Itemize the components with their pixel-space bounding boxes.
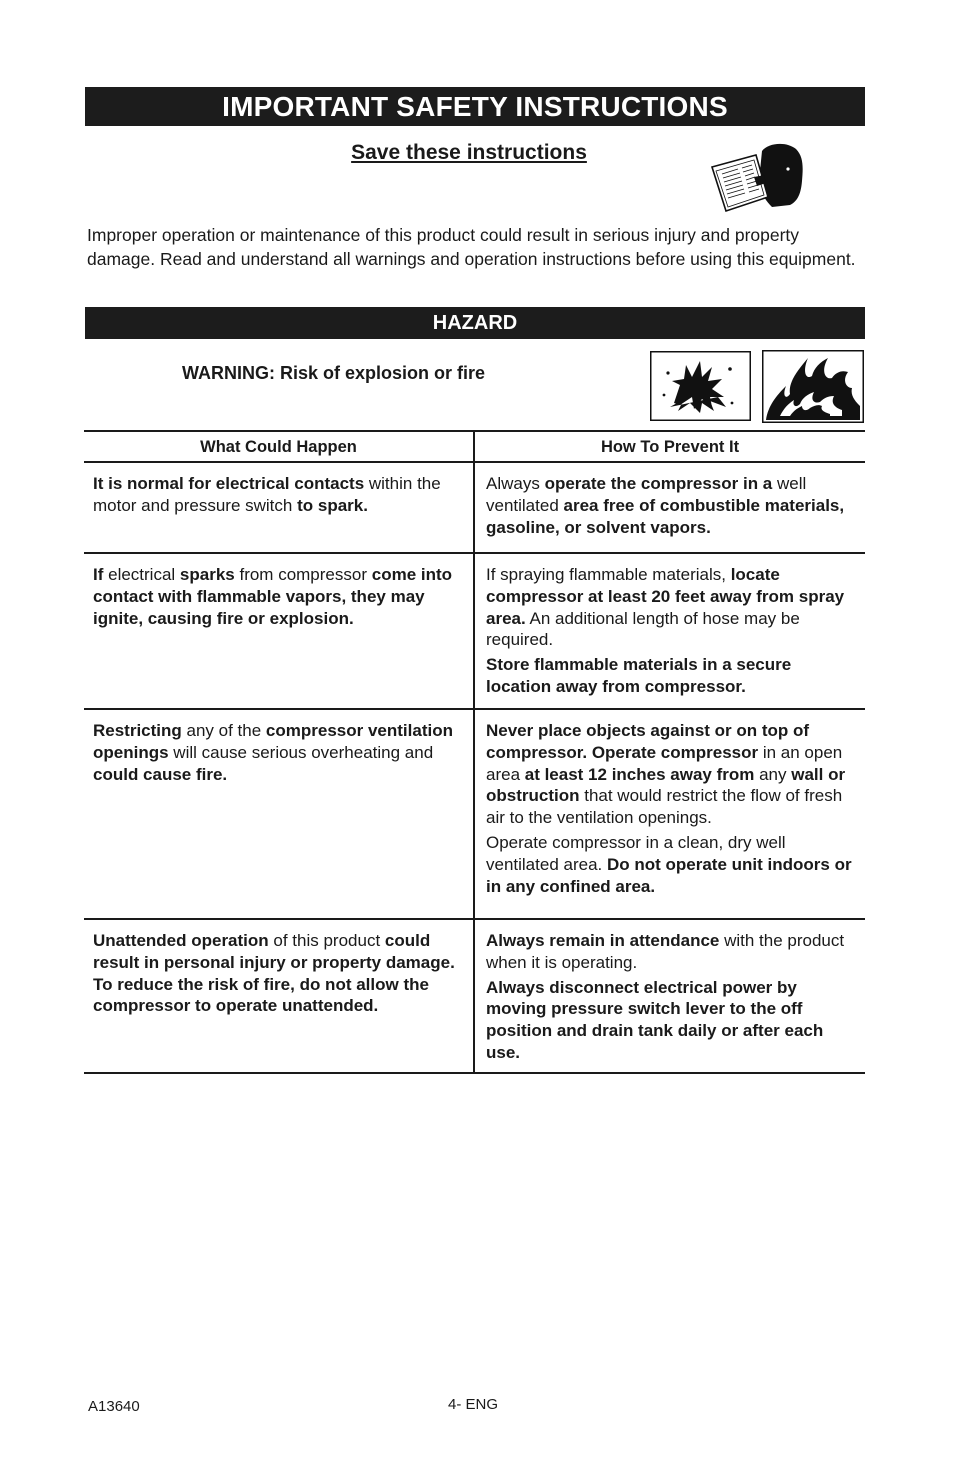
text: in an open area <box>486 742 843 784</box>
cell-paragraph <box>486 977 855 1064</box>
cell-paragraph <box>486 720 855 829</box>
what-could-happen-cell <box>84 553 474 709</box>
text: If spraying flammable materials, <box>486 565 731 584</box>
cell-paragraph <box>486 930 855 974</box>
bold-text: operate the compressor in a <box>544 474 773 493</box>
text: of this product <box>268 931 385 950</box>
hazard-table <box>84 430 865 1074</box>
bold-text: Always disconnect electrical power by moving pressure switch lever to the off position and drain tank daily or after each use. <box>486 977 824 1062</box>
fire-icon <box>762 350 864 423</box>
how-to-prevent-cell <box>474 462 865 553</box>
bold-text: sparks <box>179 565 235 584</box>
cell-paragraph <box>486 473 855 538</box>
what-could-happen-cell <box>84 919 474 1073</box>
text: An additional length of hose may be required. <box>486 608 800 650</box>
how-to-prevent-cell <box>474 553 865 709</box>
column-header-what-could-happen: What Could Happen <box>84 431 474 462</box>
bold-text: could result in personal injury or property damage. To reduce the risk of fire, do not allow the compressor to operate unattended. <box>93 931 455 1016</box>
page-title: IMPORTANT SAFETY INSTRUCTIONS <box>85 87 865 126</box>
column-header-how-to-prevent-it: How To Prevent It <box>474 431 865 462</box>
cell-paragraph <box>93 564 463 629</box>
table-row <box>84 709 865 919</box>
bold-text: Do not operate unit indoors or in any confined area. <box>486 854 852 896</box>
text: with the product when it is operating. <box>486 931 845 972</box>
text: from compressor <box>234 565 372 584</box>
cell-paragraph <box>486 832 855 897</box>
bold-text: could cause fire. <box>93 764 228 784</box>
bold-text: If <box>93 565 104 584</box>
text: Always <box>486 474 545 493</box>
bold-text: come into contact with flammable vapors, they may ignite, causing fire or explosion. <box>93 565 453 628</box>
text: any of the <box>181 721 266 740</box>
table-row <box>84 919 865 1073</box>
bold-text: area free of combustible materials, gasoline, or solvent vapors. <box>486 495 845 537</box>
text: within the motor and pressure switch <box>93 474 441 515</box>
bold-text: Always remain in attendance <box>486 931 720 950</box>
bold-text: It is normal for electrical contacts <box>93 474 365 493</box>
text: Operate compressor in a clean, dry well ventilated area. <box>486 832 786 874</box>
what-could-happen-cell <box>84 462 474 553</box>
what-could-happen-cell <box>84 709 474 919</box>
bold-text: Unattended operation <box>93 931 269 950</box>
cell-paragraph <box>93 473 463 517</box>
text: will cause serious overheating and <box>168 742 434 762</box>
read-manual-icon <box>710 141 806 215</box>
intro-paragraph: Improper operation or maintenance of this product could result in serious injury and property damage. Read and understand all warnings and operation instructions before using this equipment. <box>87 225 856 269</box>
text: any <box>754 764 792 784</box>
save-instructions-heading: Save these instructions <box>351 141 587 164</box>
how-to-prevent-cell <box>474 709 865 919</box>
hazard-heading: HAZARD <box>85 307 865 339</box>
bold-text: compressor ventilation openings <box>93 721 453 762</box>
bold-text: Never place objects against or on top of compressor. Operate compressor <box>486 721 810 762</box>
text: well ventilated <box>486 474 807 515</box>
table-row <box>84 553 865 709</box>
page-number: 4- ENG <box>448 1396 499 1413</box>
bold-text: wall or obstruction <box>486 764 846 806</box>
cell-paragraph <box>93 720 463 785</box>
how-to-prevent-cell <box>474 919 865 1073</box>
text: electrical <box>103 565 180 584</box>
cell-paragraph <box>93 930 463 1017</box>
explosion-icon <box>650 351 751 421</box>
document-code: A13640 <box>88 1398 140 1415</box>
table-header-row <box>84 431 865 462</box>
bold-text: to spark. <box>297 495 368 515</box>
table-row <box>84 462 865 553</box>
text: that would restrict the flow of fresh air to the ventilation openings. <box>486 786 843 828</box>
warning-text: WARNING: Risk of explosion or fire <box>182 363 486 383</box>
cell-paragraph <box>486 564 855 651</box>
bold-text: Store flammable materials in a secure location away from compressor. <box>486 655 792 696</box>
cell-paragraph <box>486 654 855 698</box>
bold-text: locate compressor at least 20 feet away from spray area. <box>486 565 845 628</box>
bold-text: Restricting <box>93 721 182 740</box>
bold-text: at least 12 inches away from <box>524 764 755 784</box>
